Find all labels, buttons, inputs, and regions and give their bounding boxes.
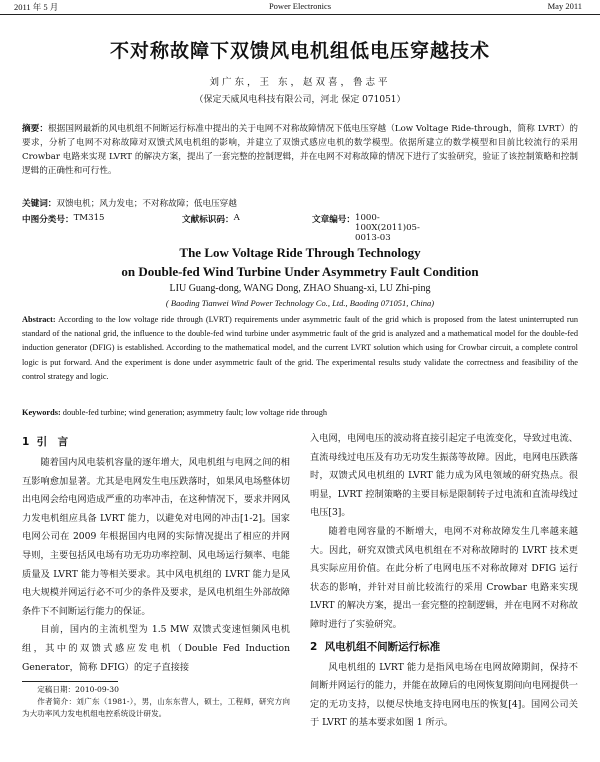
footnote-author: 作者简介：刘广东（1981-），男，山东东营人，硕士，工程师，研究方向为大功率风力发电机组电控系统设计研发。 [22,697,290,719]
paper-title-en-line2: on Double-fed Wind Turbine Under Asymmetry Fault Condition [121,264,479,279]
abstract-en-label: Abstract: [22,315,56,324]
section-1-heading [22,430,290,454]
keywords-en [22,408,578,417]
abstract-cn-text: 根据国网最新的风电机组不间断运行标准中提出的关于电网不对称故障情况下低电压穿越（Low Voltage Ride-through，简称 LVRT）的要求，分析了电网不对称故障对双馈式风电机组的影响，并建立了双馈式感应电机的数学模型。依据所建立的数学模型和目前比较流行的采用 Crowbar 电路来实现 LVRT 的解决方案，提出了一套完整的控制逻辑，并在电网不对称故障的情况下进行了实验研究，验证了该控制策略和控制逻辑的正确性和可行性。 [22,124,578,176]
clc-value: TM315 [73,213,105,223]
doc-code-label: 文献标识码： [182,215,234,225]
abstract-en [22,313,578,384]
keywords-cn [22,197,578,209]
section-2-title: 风电机组不间断运行标准 [324,640,441,653]
section-1-paragraph-3: 入电网，电网电压的波动将直接引起定子电流变化，导致过电流、直流母线过电压及有功无功发生振荡等故障。因此，电网电压跌落时，双馈式风电机组的 LVRT 能力成为风电领域的研究热点。很明显，LVRT 控制策略的主要目标是限制转子过电流和直流母线过电压[3]。 [310,433,578,519]
section-2-number: 2 [310,640,318,653]
keywords-en-text: double-fed turbine; wind generation; asymmetry fault; low voltage ride through [62,408,328,417]
authors-cn: 刘广东，王 东，赵双喜，鲁志平 [209,77,391,88]
running-header [0,0,600,15]
footnote-rule [22,681,118,682]
abstract-cn-label: 摘要： [22,124,49,134]
header-date-en: May 2011 [547,1,582,11]
header-journal: Power Electronics [268,1,332,11]
affiliation-en: ( Baoding Tianwei Wind Power Technology Co., Ltd., Baoding 071051, China) [165,298,435,308]
abstract-en-text: According to the low voltage ride through (LVRT) requirements under asymmetric fault of the grid which is proposed from the latest uninterrupted run standard of the national grid, the influence to the double-fed wind turbine under asymmetric fault of the grid is analyzed and a mathematical model for the double-fed induction generator (DFIG) is established. According to the mathematical model, and the current LVRT solution which using for Crowbar circuit, a complete control logic is put forward. And the experiment is done under asymmetric fault of the grid. The experimental results study validate the correctness and feasibility of the control strategy and logic. [22,315,578,381]
column-left [22,430,290,720]
section-2-heading [310,635,578,659]
article-no-value: 1000-100X(2011)05-0013-03 [354,213,420,243]
paper-title-cn: 不对称故障下双馈风电机组低电压穿越技术 [109,40,490,62]
clc-label: 中图分类号： [22,215,74,225]
keywords-cn-text: 双馈电机；风力发电；不对称故障；低电压穿越 [56,199,237,209]
section-1-paragraph-1: 随着国内风电装机容量的逐年增大，风电机组与电网之间的相互影响愈加显著。尤其是电网发生电压跌落时，如果风电场整体切出电网会给电网造成严重的功率冲击，在这种情况下，要求并网风力发电机组应具备 LVRT 能力，以避免对电网的冲击[1-2]。国家电网公司在 2009 年根据国内电网的实际情况提出了相应的并网导则，主要包括风电场有功无功功率控制、风电场运行频率、电能质量及 LVRT 能力等相关要求。其中风电机组的 LVRT 能力是风电大规模并网运行必不可少的条件及要求，是风电机组生外部故障条件下不间断运行能力的保证。 [22,457,290,617]
paper-title-en [0,243,600,281]
section-2-paragraph-1: 风电机组的 LVRT 能力是指风电场在电网故障期间，保持不间断并网运行的能力，并能在故障后的电网恢复期间向电网提供一定的无功支持，以便尽快地支持电网电压的恢复[4]。国网公司关于 LVRT 的基本要求如图 1 所示。 [310,661,578,729]
doc-code-value: A [233,213,240,223]
footnote-received: 定稿日期：2010-09-30 [37,685,119,695]
section-1-paragraph-2: 目前，国内的主流机型为 1.5 MW 双馈式变速恒频风电机组，其中的双馈式感应发电机（Double Fed Induction Generator，简称 DFIG）的定子直接接 [22,624,290,673]
section-1-title: 引 言 [36,436,69,448]
column-right [310,430,578,733]
article-no-label: 文章编号： [312,215,355,225]
paper-title-en-line1: The Low Voltage Ride Through Technology [179,245,421,260]
keywords-en-label: Keywords: [22,408,61,417]
section-1-paragraph-4: 随着电网容量的不断增大，电网不对称故障发生几率越来越大。因此，研究双馈式风电机组在不对称故障时的 LVRT 技术更具实际应用价值。在此分析了电网电压不对称故障对 DFIG 运行状态的影响，并针对目前比较流行的采用 Crowbar 电路来实现 LVRT 的解决方案，提出一套完整的控制逻辑，并在电网不对称故障时进行了实验研究。 [310,525,578,630]
authors-en: LIU Guang-dong, WANG Dong, ZHAO Shuang-xi, LU Zhi-ping [169,283,431,294]
header-date-cn: 2011 年 5 月 [14,2,59,12]
abstract-cn [22,122,578,178]
section-1-number: 1 [22,436,30,448]
affiliation-cn: （保定天威风电科技有限公司，河北 保定 071051） [194,95,406,105]
keywords-cn-label: 关键词： [22,199,57,209]
